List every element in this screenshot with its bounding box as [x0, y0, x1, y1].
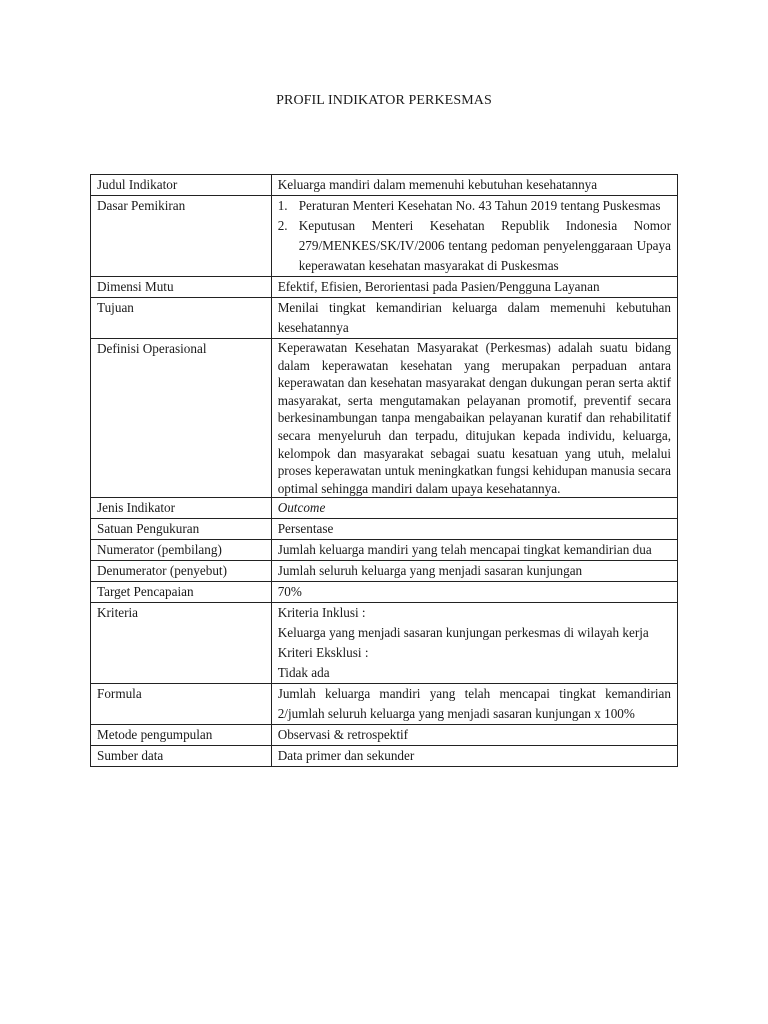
indicator-profile-table: [90, 174, 678, 767]
page-title: PROFIL INDIKATOR PERKESMAS: [276, 93, 492, 108]
value-metode-pengumpulan: Observasi & retrospektif: [271, 725, 677, 746]
label-sumber-data: Sumber data: [91, 746, 272, 767]
value-numerator: Jumlah keluarga mandiri yang telah mencapai tingkat kemandirian dua: [271, 540, 677, 561]
value-dasar-pemikiran: [271, 196, 677, 277]
table-row: [91, 746, 678, 767]
value-definisi-operasional: Keperawatan Kesehatan Masyarakat (Perkesmas) adalah suatu bidang dalam keperawatan kesehatan yang merupakan perpaduan antara keperawatan dan kesehatan masyarakat dengan dukungan peran serta aktif masyarakat, serta mengutamakan pelayanan promotif, preventif secara berkesinambungan tanpa mengabaikan pelayanan kuratif dan rehabilitatif secara menyeluruh dan terpadu, ditujukan kepada individu, keluarga, kelompok dan masyarakat sebagai suatu kesatuan yang utuh, melalui proses keperawatan untuk meningkatkan fungsi kehidupan manusia secara optimal sehingga mandiri dalam upaya kesehatannya.: [271, 339, 677, 498]
label-dimensi-mutu: Dimensi Mutu: [91, 277, 272, 298]
table-row: [91, 277, 678, 298]
table-row: [91, 298, 678, 339]
table-row: [91, 339, 678, 498]
value-judul-indikator: Keluarga mandiri dalam memenuhi kebutuhan kesehatannya: [271, 175, 677, 196]
label-metode-pengumpulan: Metode pengumpulan: [91, 725, 272, 746]
table-row: [91, 603, 678, 684]
table-row: [91, 175, 678, 196]
value-sumber-data: Data primer dan sekunder: [271, 746, 677, 767]
label-numerator: Numerator (pembilang): [91, 540, 272, 561]
value-kriteria: [271, 603, 677, 684]
value-dimensi-mutu: Efektif, Efisien, Berorientasi pada Pasien/Pengguna Layanan: [271, 277, 677, 298]
list-text: Keputusan Menteri Kesehatan Republik Indonesia Nomor 279/MENKES/SK/IV/2006 tentang pedoman penyelenggaraan Upaya keperawatan kesehatan masyarakat di Puskesmas: [298, 218, 671, 273]
list-number: 2.: [277, 218, 288, 233]
kriteria-inklusi-label: Kriteria Inklusi :: [277, 605, 366, 621]
table-row: [91, 519, 678, 540]
list-text: Peraturan Menteri Kesehatan No. 43 Tahun 2019 tentang Puskesmas: [298, 198, 661, 213]
table-row: [91, 196, 678, 277]
list-number: 1.: [277, 198, 288, 213]
kriteria-eksklusi-value: Tidak ada: [277, 665, 330, 681]
table-row: [91, 498, 678, 519]
table-row: [91, 684, 678, 725]
value-jenis-indikator: Outcome: [271, 498, 677, 519]
table-row: [91, 540, 678, 561]
value-formula: Jumlah keluarga mandiri yang telah mencapai tingkat kemandirian 2/jumlah seluruh keluarga yang menjadi sasaran kunjungan x 100%: [271, 684, 677, 725]
value-denumerator: Jumlah seluruh keluarga yang menjadi sasaran kunjungan: [271, 561, 677, 582]
value-target-pencapaian: 70%: [271, 582, 677, 603]
value-satuan-pengukuran: Persentase: [271, 519, 677, 540]
list-item: [278, 196, 671, 216]
label-tujuan: Tujuan: [91, 298, 272, 339]
kriteria-eksklusi-label: Kriteri Eksklusi :: [277, 645, 369, 661]
kriteria-inklusi-value: Keluarga yang menjadi sasaran kunjungan perkesmas di wilayah kerja: [277, 625, 649, 641]
label-definisi-operasional: Definisi Operasional: [91, 339, 272, 498]
table-row: [91, 561, 678, 582]
label-judul-indikator: Judul Indikator: [91, 175, 272, 196]
label-satuan-pengukuran: Satuan Pengukuran: [91, 519, 272, 540]
label-dasar-pemikiran: Dasar Pemikiran: [91, 196, 272, 277]
value-tujuan: Menilai tingkat kemandirian keluarga dalam memenuhi kebutuhan kesehatannya: [271, 298, 677, 339]
dasar-pemikiran-list: [278, 196, 671, 276]
table-row: [91, 725, 678, 746]
label-jenis-indikator: Jenis Indikator: [91, 498, 272, 519]
label-target-pencapaian: Target Pencapaian: [91, 582, 272, 603]
table-row: [91, 582, 678, 603]
label-formula: Formula: [91, 684, 272, 725]
label-denumerator: Denumerator (penyebut): [91, 561, 272, 582]
list-item: [278, 216, 671, 276]
label-kriteria: Kriteria: [91, 603, 272, 684]
